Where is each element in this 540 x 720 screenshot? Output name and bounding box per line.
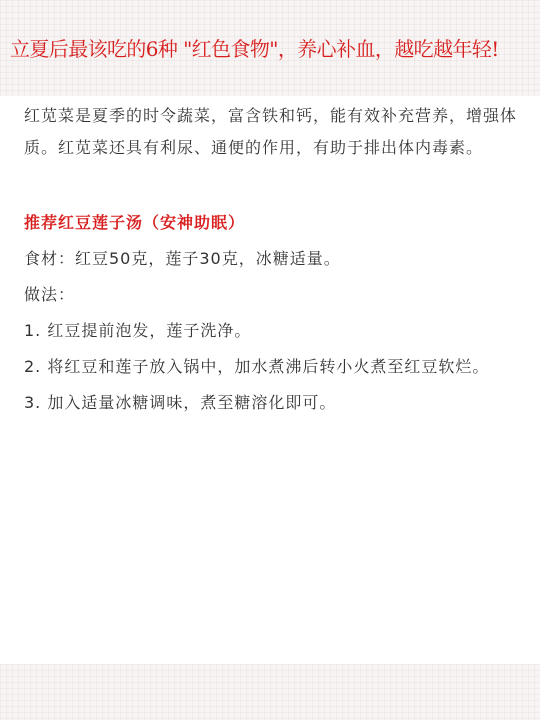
method-label: 做法：	[24, 285, 76, 304]
intro-paragraph: 红苋菜是夏季的时令蔬菜，富含铁和钙，能有效补充营养，增强体质。红苋菜还具有利尿、通便的作用，有助于排出体内毒素。	[24, 106, 518, 157]
step-item: 3. 加入适量冰糖调味，煮至糖溶化即可。	[24, 393, 337, 412]
step-item: 1. 红豆提前泡发，莲子洗净。	[24, 321, 252, 340]
page-title: 立夏后最该吃的6种 "红色食物"，养心补血，越吃越年轻!	[10, 37, 499, 61]
header-banner	[0, 0, 540, 96]
article-body	[24, 100, 524, 419]
step-item: 2. 将红豆和莲子放入锅中，加水煮沸后转小火煮至红豆软烂。	[24, 357, 490, 376]
footer-band	[0, 664, 540, 720]
recipe-title: 推荐红豆莲子汤（安神助眠）	[24, 213, 246, 232]
ingredients-line: 食材：红豆50克，莲子30克，冰糖适量。	[24, 249, 341, 268]
